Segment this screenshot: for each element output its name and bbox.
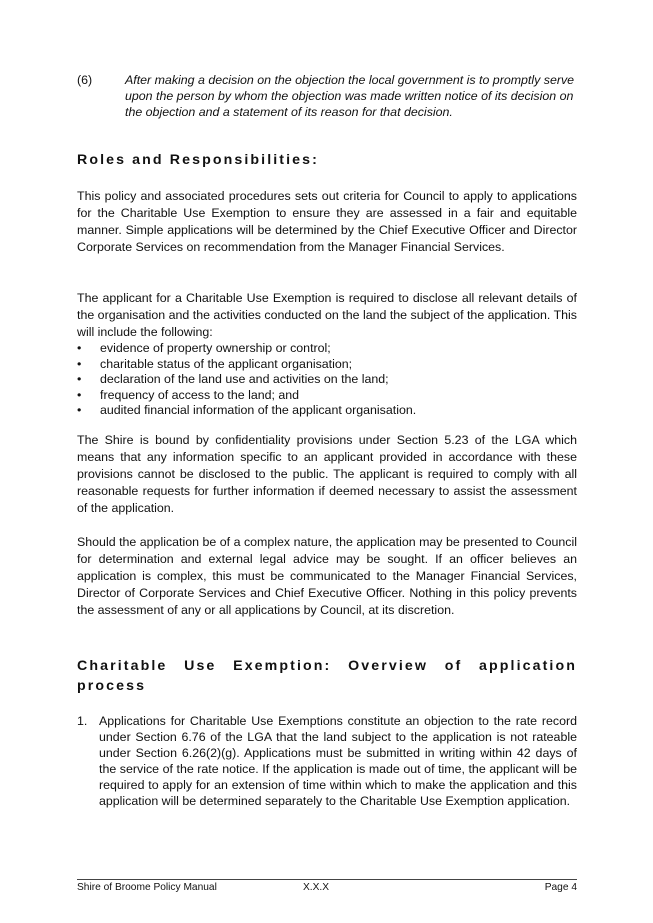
roles-paragraph-2: The applicant for a Charitable Use Exemption is required to disclose all relevant details of the organisation and the activities conducted on the land the subject of the application. This will include the following: bbox=[77, 291, 577, 339]
bullet-icon: • bbox=[77, 403, 82, 417]
footer-reference: X.X.X bbox=[303, 882, 330, 893]
paragraph-text: After making a decision on the objection the local government is to promptly serve upon the person by whom the objection was made written notice of its decision on the objection and a statement of its reason for that decision. bbox=[125, 73, 575, 119]
roles-paragraph-4: Should the application be of a complex nature, the application may be presented to Council for determination and external legal advice may be sought. If an officer believes an application is complex, this must be communicated to the Manager Financial Services, Director of Corporate Services and Chief Executive Officer. Nothing in this policy prevents the assessment of any or all applications by Council, at its discretion. bbox=[77, 535, 577, 617]
footer-page-number: Page 4 bbox=[544, 882, 577, 893]
item-number: 1. bbox=[77, 714, 88, 728]
list-item bbox=[77, 713, 577, 809]
list-item: • declaration of the land use and activities on the land; bbox=[77, 372, 389, 386]
list-item: • evidence of property ownership or control; bbox=[77, 341, 331, 355]
list-item: • audited financial information of the applicant organisation. bbox=[77, 403, 417, 417]
roles-paragraph-3: The Shire is bound by confidentiality provisions under Section 5.23 of the LGA which means that any information specific to an applicant provided in accordance with these provisions cannot be disclosed to the public. The applicant is required to comply with all reasonable requests for further information if deemed necessary to assist the assessment of the application. bbox=[77, 433, 577, 515]
list-item: • frequency of access to the land; and bbox=[77, 387, 300, 402]
objection-paragraph bbox=[77, 72, 577, 120]
bullet-icon: • bbox=[77, 387, 82, 402]
overview-list bbox=[77, 713, 577, 809]
disclosure-list bbox=[77, 341, 577, 419]
roles-heading: Roles and Responsibilities: bbox=[77, 152, 319, 168]
bullet-icon: • bbox=[77, 356, 82, 371]
item-text: Applications for Charitable Use Exemptions constitute an objection to the rate record under Section 6.76 of the LGA that the land subject to the application is not rateable under Section 6.26(2)(g). Applications must be submitted in writing within 42 days of the service of the rate notice. If the application is made out of time, the applicant will be required to apply for an extension of time within which to make the application and this application will be determined separately to the Charitable Use Exemption application. bbox=[99, 714, 577, 808]
footer-divider bbox=[77, 879, 577, 880]
paragraph-number: (6) bbox=[77, 73, 93, 87]
footer-manual-title: Shire of Broome Policy Manual bbox=[77, 882, 217, 893]
bullet-icon: • bbox=[77, 372, 82, 386]
roles-paragraph-1: This policy and associated procedures sets out criteria for Council to apply to applications for the Charitable Use Exemption to ensure they are assessed in a fair and equitable manner. Simple applications will be determined by the Chief Executive Officer and Director Corporate Services on recommendation from the Manager Financial Services. bbox=[77, 189, 577, 254]
list-item: • charitable status of the applicant organisation; bbox=[77, 356, 353, 371]
bullet-icon: • bbox=[77, 341, 82, 355]
overview-heading: Charitable Use Exemption: Overview of application process bbox=[77, 658, 577, 694]
